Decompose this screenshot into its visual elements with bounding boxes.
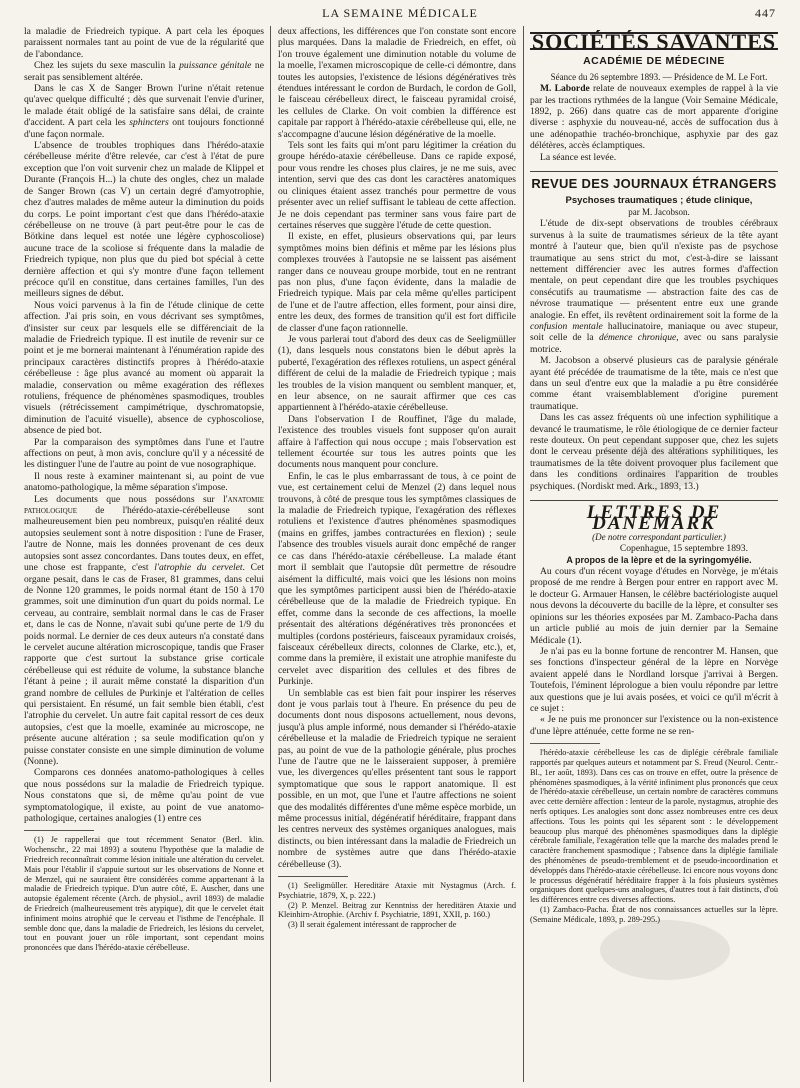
correspondent-note: (De notre correspondant particulier.) bbox=[592, 531, 726, 542]
footnote: (3) Il serait également intéressant de rapprocher de bbox=[288, 920, 457, 930]
paragraph: Un semblable cas est bien fait pour inspirer les réserves dont je vous parlais tout à l'heure. En présence du peu de documents dont nous disposons actuellement, nous devons, jusqu'à plus ample informé, nous demander si l'hérédo-ataxie cérébelleuse et la maladie de Friedreich typique ne seraient pas, au point de vue de la pathologie générale, plus proches l'une de l'autre que ne le laisseraient supposer, à première vue, les divergences qu'elles présentent tant sous le rapport symptomatique que sous le rapport anatomique. Il est possible, en un mot, que l'une et l'autre affections ne soient que des modalités différentes d'une même espèce morbide, un même processus initial, dégénératif héréditaire, frappant dans les centres nerveux des systèmes organiques analogues, mais distincts, ou bien intéressant dans la maladie de Friedreich un nombre de systèmes autre que dans l'hérédo-ataxie cérébelleuse (3). bbox=[278, 687, 516, 870]
article-title-psychoses: Psychoses traumatiques ; étude clinique, bbox=[565, 195, 753, 207]
column-divider-right bbox=[523, 26, 524, 1082]
paragraph: Dans le cas X de Sanger Brown l'urine n'était retenue qu'avec quelque difficulté ; dès que survenait l'envie d'uriner, le malade était obligé de la satisfaire sans délai, de crainte d'accident. A part cela les sphincters ont toujours fonctionné d'une façon normale. bbox=[24, 83, 264, 140]
column-1 bbox=[24, 26, 264, 1082]
section-heading-lettres: LETTRES DE DANEMARK bbox=[530, 500, 778, 530]
dateline: Copenhague, 15 septembre 1893. bbox=[619, 543, 748, 555]
article-author: par M. Jacobson. bbox=[628, 206, 690, 217]
paragraph: La séance est levée. bbox=[540, 151, 617, 163]
paragraph: Il nous reste à examiner maintenant si, au point de vue anatomo-pathologique, la même séparation s'impose. bbox=[24, 470, 264, 494]
footnote: (2) P. Menzel. Beitrag zur Kenntniss der hereditären Ataxie und Kleinhirn-Atrophie. (Archiv f. Psychiatrie, 1891, XXII, p. 160.) bbox=[278, 900, 516, 920]
paragraph: Nous voici parvenus à la fin de l'étude clinique de cette affection. J'ai pris soin, en vous décrivant ses symptômes, d'insister sur ceux par lesquels elle se différenciait de la maladie de Friedreich typique. Il est inutile de revenir sur ce point et je me bornerai maintenant à l'énumération rapide des principaux caractères distinctifs propres à l'hérédo-ataxie cérébelleuse : âge plus avancé au moment où apparait la maladie, conservation ou même exagération des réflexes rotuliens, fréquence de phénomènes spasmodiques, troubles visuels (rétrécissement campimétrique, dyschromatopsie, diminution de l'acuité visuelle), absence de cyphoscoliose, absence de pied bot. bbox=[24, 299, 264, 437]
footnote-rule bbox=[278, 876, 348, 877]
paragraph: la maladie de Friedreich typique. A part cela les époques paraissent normales tant au point de vue de la régularité que de l'abondance. bbox=[24, 26, 264, 60]
column-3 bbox=[530, 26, 778, 1082]
footnote: (1) Je rappellerai que tout récemment Senator (Berl. klin. Wochenschr., 22 mai 1893) a soutenu l'hypothèse que la maladie de Friedreich reconnaîtrait comme lésion initiale une altération du cervelet. Mais pour l'établir il s'appuie surtout sur les observations de Nonne et de Menzel, qui ne sauraient être considérées comme appartenant à la maladie de Friedreich typique. D'un autre côté, E. Auscher, dans une autopsie également récente (Arch. de physiol., avril 1893) de maladie de Friedreich (malheureusement très atypique), dit que le cervelet était infiniment moins atrophié que le cerveau et l'isthme de l'encéphale. Il semble donc que, dans la maladie de Friedreich, les lésions du cervelet, tout en pouvant jouer un rôle important, sont cependant moins prononcées que dans l'hérédo-ataxie cérébelleuse. bbox=[24, 835, 264, 953]
paragraph: Par la comparaison des symptômes dans l'une et l'autre affections on peut, à mon avis, conclure qu'il y a nécessité de les distinguer l'une de l'autre au point de vue nosographique. bbox=[24, 436, 264, 471]
paragraph: Je n'ai pas eu la bonne fortune de rencontrer M. Hansen, que ses fonctions d'inspecteur général de la lèpre en Norvège avaient appelé dans le Nordland lorsque j'arrivai à Bergen. Toutefois, l'éminent léprologue a bien voulu répondre par lettre aux questions que je lui avais posées, et voici ce qu'il m'écrit à ce sujet : bbox=[530, 645, 778, 714]
footnote-rule bbox=[530, 743, 600, 744]
paragraph: L'absence de troubles trophiques dans l'hérédo-ataxie cérébelleuse mérite d'être relevée, car c'est à l'état de pure exception que l'on voit survenir chez un malade de Klippel et Durante (François H...) la chute des ongles, chez un malade de Sanger Brown (cas V) un certain degré d'amyotrophie, chez d'autres malades de même auteur la diminution du poids du corps. Le point important c'est que dans l'hérédo-ataxie cérébelleuse on ne trouve (à part peut-être pour le cas de Bötkine dans lequel est notée une légère cyphoscoliose) aucune trace de la scoliose si fréquente dans la maladie de Friedreich typique, non plus que du pied bot spécial à cette dernière affection et qui s'y montre d'une façon tellement précoce qu'il en constitue, dans certaines familles, l'un des meilleurs signes de début. bbox=[24, 140, 264, 300]
footnote-rule bbox=[24, 830, 94, 831]
seance-line: Séance du 26 septembre 1893. — Présidence de M. Le Fort. bbox=[550, 71, 768, 82]
paragraph: Il existe, en effet, plusieurs observations qui, par leurs symptômes moins bien définis et même par les lésions plus complexes trouvées à l'autopsie ne se laissent pas aisément ranger dans ce nouveau groupe morbide, tout en ne rentrant pas non plus, d'une façon évidente, dans la maladie de Friedreich typique. Mais par cela même qu'elles participent de l'une et de l'autre affection, elles forment, pour ainsi dire, entre les deux, des formes de transition qu'il est fort difficile de classer d'une façon rationnelle. bbox=[278, 231, 516, 334]
column-divider-left bbox=[270, 26, 271, 1082]
paragraph: Dans l'observation I de Rouffinet, l'âge du malade, l'existence des troubles visuels font supposer qu'on aurait affaire à l'affection qui nous occupe ; mais l'observation est tellement écourtée sur tous les autres points que les documents nous manquent pour conclure. bbox=[278, 413, 516, 471]
running-header bbox=[24, 6, 776, 22]
footnote: (1) Zambaco-Pacha. État de nos connaissances actuelles sur la lèpre. (Semaine Médicale, 1893, p. 289-295.) bbox=[530, 904, 778, 924]
paragraph: « Je ne puis me prononcer sur l'existence ou la non-existence d'une lèpre atténuée, cette forme ne se ren- bbox=[530, 714, 778, 737]
page-number: 447 bbox=[755, 6, 776, 20]
footnote: l'hérédo-ataxie cérébelleuse les cas de diplégie cérébrale familiale rapportés par quelques auteurs et notamment par S. Freud (Neurol. Centr.-Bl., 1er août, 1893). Dans ces cas on trouve en effet, outre la présence de phénomènes spasmodiques, à la vérité infiniment plus prononcés que ceux de l'hérédo-ataxie cérébelleuse, un certain nombre de caractères communs avec cette dernière affection : lenteur de la parole, nystagmus, atrophie des nerfs optiques. Les analogies sont donc assez nombreuses entre ces deux affections. Tous les points qui les séparent sont : le développement beaucoup plus marqué des phénomènes spasmodiques dans la diplégie cérébrale familiale, l'exagération telle que la marche des malades prend le caractère franchement spasmodique ; l'absence dans la diplégie familiale des phénomènes de pseudo-tremblement et de pseudo-incoordination et développés dans l'hérédo-ataxie cérébelleuse. Ici encore nous voyons donc le processus dégénératif héréditaire frapper à la fois plusieurs systèmes organiques dont quelques-uns analogues, d'autres tout à fait distincts, d'où les différences entre ces diverses affections. bbox=[530, 748, 778, 905]
paragraph: M. Laborde relate de nouveaux exemples de rappel à la vie par les tractions rythmées de la langue (Voir Semaine Médicale, 1892, p. 266) dans quatre cas de mort apparente d'origine diverse : asphyxie du nouveau-né, accès de suffocation dus à une adénopathie trachéo-bronchique, asphyxie par des gaz délétères, accès éclamptiques. bbox=[530, 83, 778, 152]
paragraph: deux affections, les différences que l'on constate sont encore plus marquées. Dans la maladie de Friedreich, en effet, où l'on trouve également une diminution notable du volume de la moelle, l'examen microscopique de celle-ci démontre, dans toutes les autopsies, l'existence de lésions dégénératives très étendues intéressant le cordon de Burdach, le cordon de Goll, le faisceau cérébelleux direct, le faisceau pyramidal croisé, les cellules de Clarke. On voit combien la différence est capitale par rapport à l'hérédo-ataxie cérébelleuse qui, elle, ne s'accompagne d'aucune lésion dégénérative de la moelle. bbox=[278, 26, 516, 140]
article-title-lepre: A propos de la lèpre et de la syringomyélie. bbox=[566, 554, 752, 565]
subsection-heading-academie: ACADÉMIE DE MÉDECINE bbox=[583, 55, 725, 68]
paragraph: M. Jacobson a observé plusieurs cas de paralysie générale ayant été précédée de traumatisme de la tête, mais ce n'est que dans un seul d'entre eux que la maladie a pu être considérée comme étant vraisemblablement d'origine purement traumatique. bbox=[530, 355, 778, 412]
paragraph: Enfin, le cas le plus embarrassant de tous, à ce point de vue, est certainement celui de Menzel (2) dans lequel nous trouvons, à côté de presque tous les symptômes classiques de la maladie de Friedreich typique, l'exagération des réflexes rotuliens et l'existence d'autres phénomènes spasmodiques (mains en griffes, jambes contracturées en flexion) ; seule l'absence des troubles visuels aurait donc empêché de ranger ce cas dans l'hérédo-ataxie cérébelleuse. La malade étant mort il semblait que l'autopsie dût permettre de résoudre aisément la difficulté, mais voici que les lésions non moins que les symptômes participent aussi bien de l'hérédo-ataxie cérébelleuse que de la maladie de Friedreich typique. En effet, comme dans la seconde de ces affections, la moelle présentait des altérations dégénératives très prononcées et multiples (cordons postérieurs, faisceaux pyramidaux croisés, faisceaux cérébelleux directs, colonnes de Clarke, etc.), et, comme dans la première, il existait une atrophie manifeste du cervelet avec disparition des cellules et des fibres de Purkinje. bbox=[278, 470, 516, 688]
section-heading-revue: REVUE DES JOURNAUX ÉTRANGERS bbox=[530, 171, 778, 189]
paragraph: Comparons ces données anatomo-pathologiques à celles que nous possédons sur la maladie de Friedreich typique. Nous constatons que si, de même qu'au point de vue symptomatologique, il existe, au point de vue anatomo-pathologique, certaines analogies (1) entre ces bbox=[24, 767, 264, 825]
paragraph: Les documents que nous possédons sur l'anatomie pathologique de l'hérédo-ataxie-cérébelleuse sont malheureusement bien peu nombreux, puisqu'en réalité deux autopsies seulement sont à notre disposition : l'une de Fraser, l'autre de Nonne, mais les données provenant de ces deux autopsies sont assez concordantes. Dans toutes deux, en effet, une chose est frappante, c'est l'atrophie du cervelet. Cet organe pesait, dans le cas de Fraser, 81 grammes, dans celui de Nonne 120 grammes, le poids normal étant de 150 à 170 grammes, soit une diminution d'un quart du poids normal. Le cerveau, au contraire, semblait normal dans le cas de Fraser et, dans le cas de Nonne, n'avait subi qu'une perte de 1/9 du poids normal. Le dernier de ces deux auteurs n'a constaté dans le cervelet aucune altération microscopique, tandis que Fraser rapporte que c'est surtout la substance grise corticale cérébelleuse qui est réduite de volume, la substance blanche l'étant à peine ; il aurait même constaté la disparition d'un grand nombre de cellules de Purkinje et l'altération de celles qui persistaient. En résumé, un fait semble bien établi, c'est l'atrophie du cervelet. Un autre fait capital ressort de ces deux autopsies, c'est que la moelle, examinée au microscope, ne présente aucune altération ; sa seule modification qu'on y puisse constater consiste en une simple diminution de volume (Nonne). bbox=[24, 493, 264, 767]
paragraph: L'étude de dix-sept observations de troubles cérébraux survenus à la suite de traumatismes sérieux de la tête ayant montré à l'auteur que, bien qu'il n'existe pas de psychose traumatique au sens strict du mot, c'est-à-dire se laissant nettement différencier avec les autres formes d'affection mentale, on peut cependant dire que les troubles psychiques consécutifs au traumatisme — abstraction faite des cas de névrose traumatique — présentent entre eux une grande analogie. En effet, ils revêtent ordinairement soit la forme de la confusion mentale hallucinatoire, maniaque ou avec stupeur, soit celle de la démence chronique, avec ou sans paralysie motrice. bbox=[530, 218, 778, 355]
paragraph: Dans les cas assez fréquents où une infection syphilitique a devancé le traumatisme, le rôle étiologique de ce dernier facteur reste douteux. On peut cependant supposer que, chez les sujets dont le cerveau présente déjà des altérations syphilitiques, les traumatismes de la tête doivent provoquer plus facilement que dans les conditions ordinaires l'apparition de troubles psychiques. (Nordiskt med. Ark., 1893, 13.) bbox=[530, 412, 778, 492]
section-heading-societes: SOCIÉTÉS SAVANTES bbox=[531, 29, 777, 54]
paragraph: Chez les sujets du sexe masculin la puissance génitale ne serait pas sensiblement altérée. bbox=[24, 60, 264, 83]
footnote: (1) Seeligmüller. Hereditäre Ataxie mit Nystagmus (Arch. f. Psychiatrie, 1879, X, p. 222.) bbox=[278, 881, 516, 900]
paragraph: Tels sont les faits qui m'ont paru légitimer la création du groupe hérédo-ataxie cérébelleuse. Dans ce rapide exposé, pour vous rendre les choses plus claires, je ne me suis, avec intention, servi que des cas dont les caractères anatomiques ou cliniques étaient assez tranchés pour permettre de vous présenter avec un relief suffisant le tableau de cette affection. Je ne dois cependant pas terminer sans vous faire part de certaines réserves que suggère l'étude de cette question. bbox=[278, 140, 516, 231]
paragraph: Au cours d'un récent voyage d'études en Norvège, je m'étais proposé de me rendre à Bergen pour entrer en rapport avec M. le docteur G. Armauer Hansen, le célèbre bactériologiste auquel nous devons la découverte du bacille de la lèpre, et consulter ses opinions sur les théories exposées par M. Zambaco-Pacha dans un article publié au mois de juin dernier par la Semaine Médicale (1). bbox=[530, 566, 778, 646]
column-2 bbox=[278, 26, 516, 1082]
journal-title: LA SEMAINE MÉDICALE bbox=[322, 6, 478, 20]
paragraph: Je vous parlerai tout d'abord des deux cas de Seeligmüller (1), dans lesquels nous constatons bien le début après la puberté, l'exagération des réflexes rotuliens, un aspect général différent de celui de la maladie de Friedreich typique ; mais les troubles de la vision manquent ou semblent manquer, et, en leur absence, on ne saurait affirmer que ces cas appartiennent à l'hérédo-ataxie cérébelleuse. bbox=[278, 333, 516, 414]
